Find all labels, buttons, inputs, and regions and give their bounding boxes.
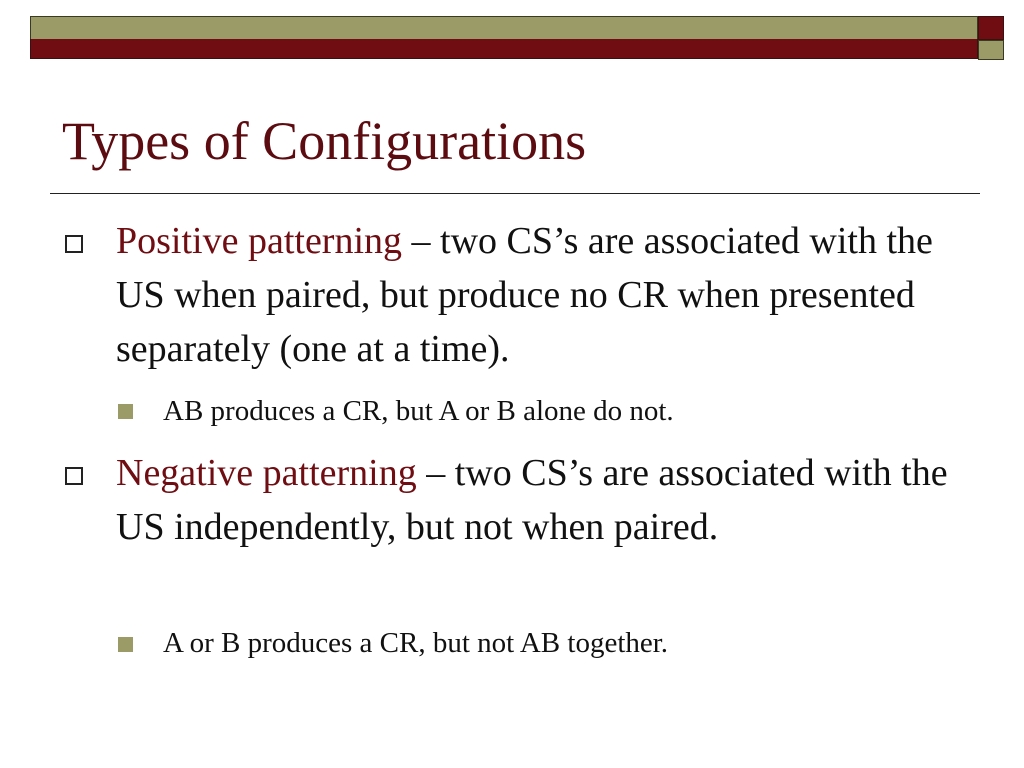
bullet-text: – two CS’s are associated with the US when paired, but produce no CR when presented separately (one at a time). <box>116 220 933 370</box>
hollow-square-bullet-icon <box>65 235 83 253</box>
bullet-negative-patterning <box>116 446 966 554</box>
bullet-term: Negative patterning <box>116 452 417 494</box>
bullet-text: – two CS’s are associated with the US independently, but not when paired. <box>116 452 948 548</box>
bullet-term: Positive patterning <box>116 220 403 262</box>
filled-square-bullet-icon <box>118 404 133 419</box>
bullet-positive-patterning <box>116 214 966 376</box>
sub-bullet-positive: AB produces a CR, but A or B alone do not. <box>163 395 674 427</box>
header-band-maroon <box>30 39 978 59</box>
header-square-maroon <box>978 16 1004 40</box>
sub-bullet-negative: A or B produces a CR, but not AB together. <box>163 627 669 659</box>
slide-title: Types of Configurations <box>62 111 587 171</box>
title-divider <box>50 193 980 194</box>
hollow-square-bullet-icon <box>65 467 83 485</box>
filled-square-bullet-icon <box>118 637 133 652</box>
header-square-olive <box>978 40 1004 60</box>
header-band-olive <box>30 16 978 39</box>
